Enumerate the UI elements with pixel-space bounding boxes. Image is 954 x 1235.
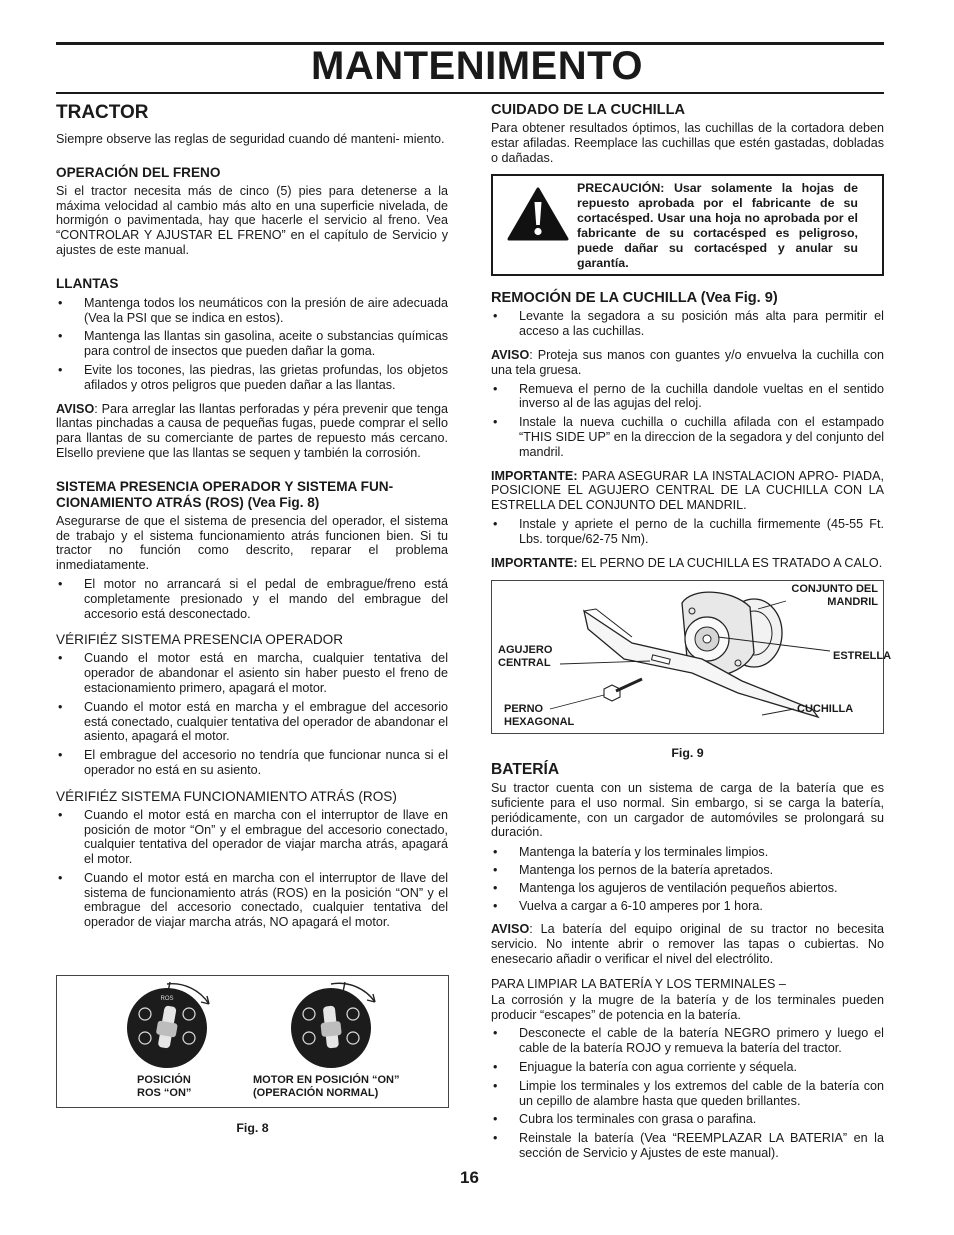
notice-label: AVISO [56,401,95,416]
list-item: • Enjuague la batería con agua corriente y séquela. [491,1060,884,1075]
caution-box [491,174,884,276]
label-line: AGUJERO [498,644,553,656]
list-item: • Mantenga todos los neumáticos con la presión de aire adecuada (Vea la PSI que se indica en estos). [56,296,448,326]
label-line: MANDRIL [827,596,878,608]
fig9-label-star: ESTRELLA [833,650,892,662]
ros-text: Asegurarse de que el sistema de presencia del operador, el sistema de trabajo y el sistema funcionamiento atrás funcionen bien. Si tu tractor no función como descrito, reparar el problema inmediatamente. [56,513,448,573]
removal-list-1 [491,309,884,339]
removal-notice [491,348,884,378]
tires-notice [56,402,448,461]
tires-heading: LLANTAS [56,275,119,291]
tires-list [56,296,448,393]
list-item: • Mantenga las llantas sin gasolina, aceite o substancias químicas para control de insectos que pueden dañar la goma. [56,329,448,359]
right-column [491,100,884,570]
removal-list-2 [491,382,884,460]
important-label: IMPORTANTE: [491,468,578,483]
svg-text:ROS: ROS [160,996,174,1002]
clean-list [491,1026,884,1160]
left-column [56,100,448,930]
list-item: • Desconecte el cable de la batería NEGRO primero y luego el cable de la batería ROJO y remueva la batería del tractor. [491,1026,884,1056]
list-item: • Remueva el perno de la cuchilla dandole vueltas en el sentido inverso al de las agujas del reloj. [491,382,884,412]
important-2 [491,556,884,571]
list-item: • Instale y apriete el perno de la cuchilla firmemente (45-55 Ft. Lbs. torque/62-75 Nm). [491,517,884,547]
label-line: HEXAGONAL [504,716,575,728]
list-item: • Cubra los terminales con grasa o parafina. [491,1112,884,1127]
figure-9 [491,580,892,734]
label-line: MOTOR EN POSICIÓN “ON” [253,1074,400,1086]
battery-section [491,760,884,1161]
label-line: (OPERACIÓN NORMAL) [253,1087,379,1099]
tractor-heading: TRACTOR [56,102,149,123]
verify-ros-list [56,808,448,930]
caution-text: PRECAUCIÓN: Usar solamente la hojas de repuesto aprobada por el fabricante de su cortacésped. Usar una hoja no aprobada por el fabricante de su cortacésped es peligroso, puede dañar su cortacésped y anular su garantía. [577,181,858,270]
title-underline [56,92,884,94]
list-item: • Limpie los terminales y los extremos del cable de la batería con un cepillo de alambre hasta que queden brillantes. [491,1079,884,1109]
list-item: • El motor no arrancará si el pedal de embrague/freno está completamente presionado y el mando del embrague del accesorio está desconectado. [56,577,448,621]
notice-text: : Para arreglar las llantas perforadas y péra prevenir que tenga llantas pinchadas a causa de pequeñas fugas, puede comprar el sello para llantas de su comerciante de partes de repuesto más cercano. Elsello previene que las llantas se sequen y también la corrosión. [56,401,448,460]
label-line: ROS “ON” [137,1087,192,1099]
tractor-intro: Siempre observe las reglas de seguridad cuando dé manteni- miento. [56,132,445,146]
fig9-label-mandril [791,583,878,609]
fig9-label-hole [498,644,552,670]
fig8-label-ros [137,1074,191,1100]
brake-heading: OPERACIÓN DEL FRENO [56,164,221,180]
list-item: • Instale la nueva cuchilla o cuchilla afilada con el estampado “THIS SIDE UP” en la direccion de la segadora y del conjunto del mandril. [491,415,884,459]
label-line: POSICIÓN [137,1074,191,1086]
clean-text: La corrosión y la mugre de la batería y de los terminales pueden producir “escapes” de potencia en la batería. [491,992,884,1022]
battery-heading: BATERÍA [491,761,560,778]
figure-8 [56,975,449,1108]
battery-notice [491,922,884,966]
clean-heading: PARA LIMPIAR LA BATERÍA Y LOS TERMINALES – [491,976,786,991]
list-item: • Mantenga la batería y los terminales limpios. [491,845,884,860]
list-item: • Vuelva a cargar a 6-10 amperes por 1 hora. [491,899,884,914]
brake-text: Si el tractor necesita más de cinco (5) pies para detenerse a la máxima velocidad al cambio más alto en una superficie nivelada, de hormigón o pavimentada, hay que hacerle el servicio al freno. Vea “CONTROLAR Y AJUSTAR EL FRENO” en el capítulo de Servicio y ajustes de este manual. [56,183,448,257]
fig9-caption: Fig. 9 [671,746,704,760]
page-number: 16 [460,1168,479,1187]
blade-care-heading: CUIDADO DE LA CUCHILLA [491,102,686,118]
list-item: • Levante la segadora a su posición más alta para permitir el acceso a las cuchillas. [491,309,884,339]
battery-list [491,845,884,913]
notice-label: AVISO [491,347,530,362]
list-item: • Mantenga los pernos de la batería apretados. [491,863,884,878]
warning-icon [507,186,569,242]
list-item: • Cuando el motor está en marcha con el interruptor de llave en posición de motor “On” y el embrague del accesorio conectado, cualquier tentativa del operador de viajar marcha atrás, apagará el motor. [56,808,448,867]
page-title: MANTENIMENTO [311,44,643,88]
list-item: • El embrague del accesorio no tendría que funcionar nunca si el operador no está en su asiento. [56,748,448,778]
fig9-label-bolt [504,703,574,729]
important-text: PARA ASEGURAR LA INSTALACION APRO- PIADA, POSICIONE EL AGUJERO CENTRAL DE LA CUCHILLA CON LA ESTRELLA DEL CONJUNTO DEL MANDRIL. [491,468,884,513]
ros-heading: SISTEMA PRESENCIA OPERADOR Y SISTEMA FUN- CIONAMIENTO ATRÁS (ROS) (Vea Fig. 8) [56,478,394,510]
list-item: • Cuando el motor está en marcha, cualquier tentativa del operador de abandonar el asiento sin haber puesto el freno de estacionamiento primero, apagará el motor. [56,651,448,695]
blade-care-text: Para obtener resultados óptimos, las cuchillas de la cortadora deben estar afiladas. Reemplace las cuchillas que estén gastadas, dobladas o dañadas. [491,121,884,165]
fig8-label-motor-on [253,1074,399,1100]
removal-list-3 [491,517,884,547]
important-text: EL PERNO DE LA CUCHILLA ES TRATADO A CALO. [577,555,883,570]
important-label: IMPORTANTE: [491,555,578,570]
list-item: • Evite los tocones, las piedras, las grietas profundas, los objetos afilados y otros peligros que pueden dañar a las llantas. [56,363,448,393]
list-item: • Reinstale la batería (Vea “REEMPLAZAR LA BATERIA” en la sección de Servicio y Ajustes de este manual). [491,1131,884,1161]
ros-list [56,577,448,621]
verify-operator-heading: VÉRIFIÉZ SISTEMA PRESENCIA OPERADOR [56,632,344,648]
list-item: • Cuando el motor está en marcha con el interruptor de llave del sistema de funcionamiento atrás (ROS) en la posición “ON” y el embrague del accesorio conectado, cualquier tentativa del operador de viajar marcha atrás, NO apagará el motor. [56,871,448,930]
label-line: PERNO [504,703,544,715]
removal-heading: REMOCIÓN DE LA CUCHILLA (Vea Fig. 9) [491,290,778,307]
fig8-caption: Fig. 8 [236,1121,269,1135]
fig9-label-blade: CUCHILLA [797,703,854,715]
notice-text: : La batería del equipo original de su tractor no becesita servicio. No intente abrir o remover las tapas o cubiertas. No enesecario añadir o verificar el nivel del electrólito. [491,922,884,966]
notice-text: : Proteja sus manos con guantes y/o envuelva la cuchilla con una tela gruesa. [491,347,884,377]
label-line: CONJUNTO DEL [791,583,878,595]
list-item: • Cuando el motor está en marcha y el embrague del accesorio está conectado, cualquier tentativa del operador de abandonar el asiento, apagará el motor. [56,700,448,744]
verify-operator-list [56,651,448,777]
important-1 [491,469,884,513]
label-line: CENTRAL [498,657,551,669]
notice-label: AVISO [491,922,530,937]
verify-ros-heading: VÉRIFIÉZ SISTEMA FUNCIONAMIENTO ATRÁS (ROS) [56,788,397,804]
battery-text: Su tractor cuenta con un sistema de carga de la batería que es suficiente para el uso normal. Sin embargo, si se carga la batería, periódicamente, con un cargador de automóviles se prolongará su duración. [491,781,884,840]
list-item: • Mantenga los agujeros de ventilación pequeños abiertos. [491,881,884,896]
